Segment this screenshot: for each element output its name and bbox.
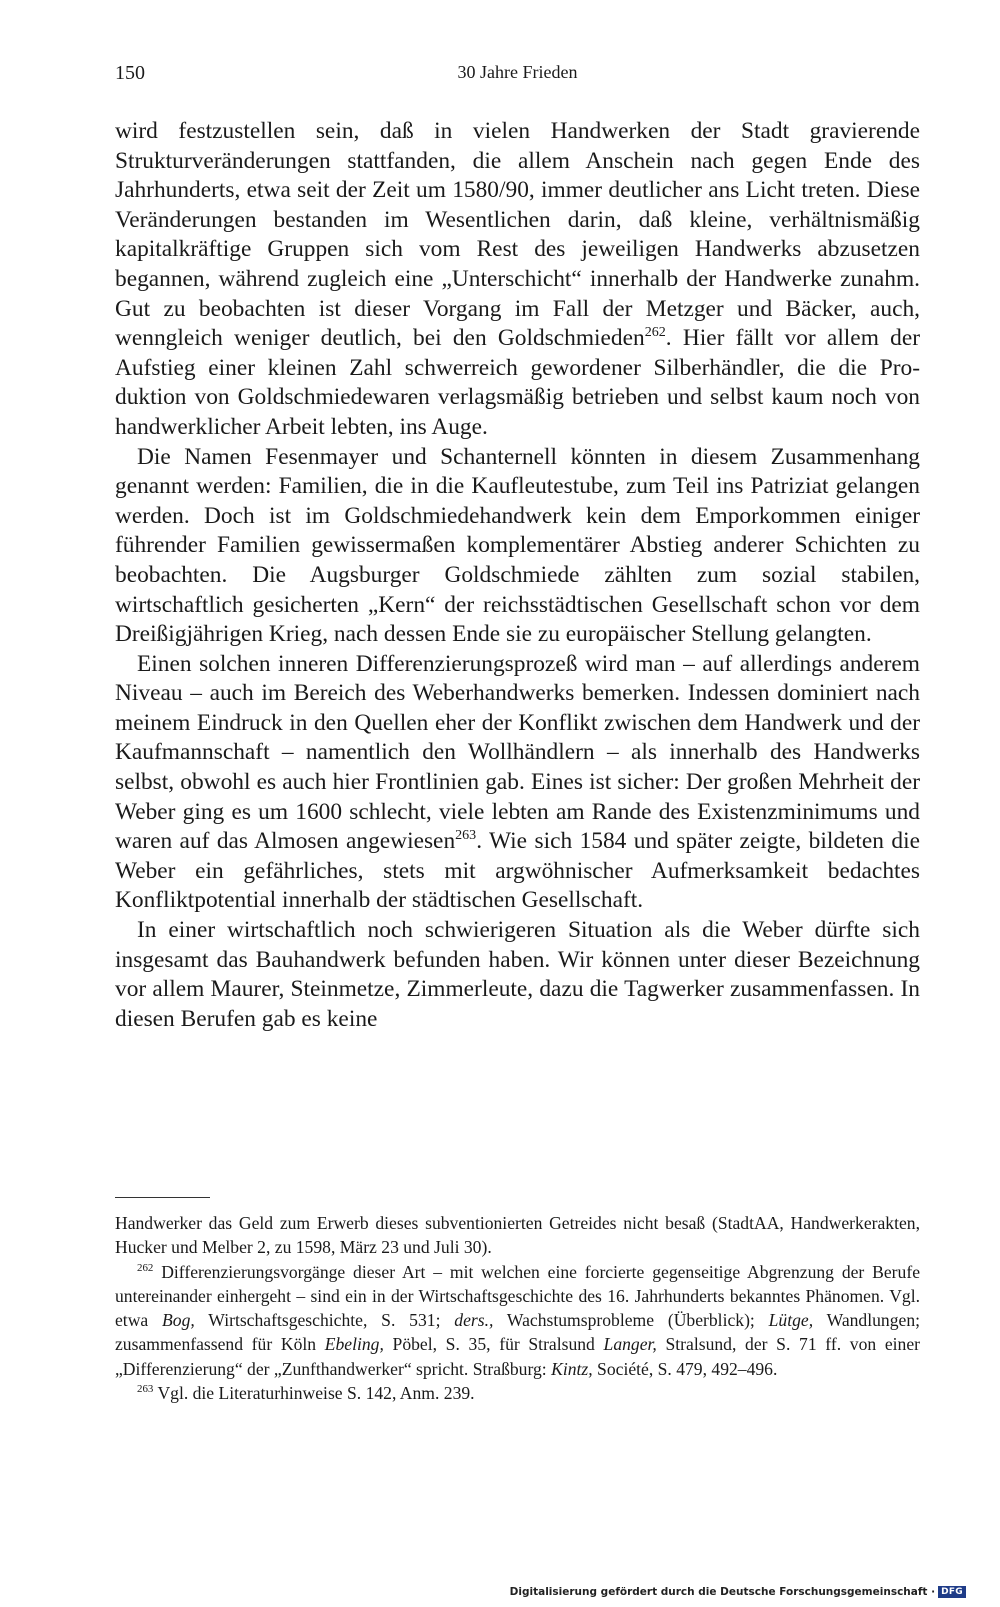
author-name: Lütge, (768, 1310, 814, 1331)
page-number: 150 (115, 62, 145, 84)
footnote-263 (115, 1381, 920, 1405)
footnote-number: 262 (137, 1261, 154, 1274)
paragraph-3-text-a: Einen solchen inneren Differenzierungsprozeß wird man – auf allerdings anderem Niveau – auch im Bereich des Weberhandwerks bemerken. Indessen dominiert nach meinem Eindruck in den Quellen eher der Konflikt zwischen dem Handwerk und der Kaufmannschaft – namentlich den Wollhändlern – als innerhalb des Handwerks selbst, obwohl es auch hier Frontlinien gab. Eines ist sicher: Der großen Mehrheit der Weber ging es um 1600 schlecht, viele lebten am Rande des Existenzminimums und waren auf das Almosen angewiesen (115, 650, 920, 855)
footnote-divider (115, 1197, 210, 1198)
paragraph-3-text-b: . Wie sich 1584 und später zeigte, bildeten die Weber ein gefährliches, stets mit argwöhnischer Aufmerksamkeit bedachtes Konfliktpotential innerhalb der städtischen Gesellschaft. (115, 828, 920, 914)
footnote-text: Wirtschaftsgeschichte, S. 531; (194, 1310, 455, 1331)
author-name: Ebeling, (324, 1334, 384, 1355)
paragraph-4: In einer wirtschaftlich noch schwierigeren Situation als die Weber dürfte sich insgesamt das Bauhandwerk befunden haben. Wir können unter dieser Bezeichnung vor allem Maurer, Steinmetze, Zimmerleute, dazu die Tagwerker zusammenfassen. In diesen Berufen gab es keine (115, 917, 920, 1032)
page-header (115, 62, 920, 92)
paragraph-2: Die Namen Fesenmayer und Schanternell könnten in diesem Zusammenhang genannt werden: Familien, die in die Kaufleutestube, zum Teil ins Patriziat gelangen werden. Doch ist im Goldschmiedehandwerk kein dem Emporkommen einiger führender Familien gewissermaßen komplementärer Abstieg anderer Schichten zu beobachten. Die Augsburger Goldschmiede zählten zum sozial stabilen, wirtschaftlich gesicherten „Kern“ der reichsstädtischen Gesellschaft schon vor dem Dreißigjährigen Krieg, nach dessen Ende sie zu europäischer Stellung gelangten. (115, 443, 920, 648)
author-name: Kintz, (551, 1358, 593, 1379)
paragraph-1 (115, 117, 920, 443)
footnote-text: Differenzierungsvorgänge dieser Art – mit welchen eine forcierte gegenseitige Abgrenzung der Berufe untereinander einhergeht – sind ein in der Wirtschaftsgeschichte des 16. Jahrhunderts bekanntes Phänomen. Vgl. etwa (115, 1261, 920, 1331)
footnote-262 (115, 1260, 920, 1381)
footnote-text: Wandlungen; zusammenfassend für Köln (115, 1310, 921, 1355)
author-name: ders., (454, 1310, 494, 1331)
footnote-ref-263: 263 (455, 827, 477, 844)
paragraph-3 (115, 650, 920, 916)
footnote-text: Société, S. 479, 492–496. (592, 1358, 778, 1379)
footnote-continued: Handwerker das Geld zum Erwerb dieses subventionierten Getreides nicht besaß (StadtAA, Handwerkerakten, Hucker und Melber 2, zu 1598, März 23 und Juli 30). (115, 1213, 920, 1258)
footnote-text: Vgl. die Literaturhinweise S. 142, Anm. 239. (153, 1383, 475, 1404)
paragraph-1-text-b: . Hier fällt vor allem der Aufstieg einer kleinen Zahl schwerreich gewordener Silberhändler, die die Produktion von Goldschmiedewaren verlagsmäßig betrieben und selbst kaum noch von handwerklicher Arbeit lebten, ins Auge. (115, 325, 920, 440)
author-name: Bog, (162, 1310, 195, 1331)
dfg-logo: DFG (938, 1586, 966, 1598)
footnote-text: Stralsund, der S. 71 ff. von einer „Differenzierung“ der „Zunfthandwerker“ spricht. Straßburg: (115, 1334, 921, 1379)
paragraph-1-text-a: wird festzustellen sein, daß in vielen Handwerken der Stadt gravierende Strukturveränderungen stattfanden, die allem Anschein nach gegen Ende des Jahrhunderts, etwa seit der Zeit um 1580/90, immer deutlicher ans Licht treten. Diese Veränderungen bestanden im Wesentlichen darin, daß kleine, verhältnismäßig kapitalkräftige Gruppen sich vom Rest des jeweiligen Handwerks abzusetzen begannen, während zugleich eine „Unterschicht“ innerhalb der Handwerke zunahm. Gut zu beobachten ist dieser Vorgang im Fall der Metzger und Bäcker, auch, wenngleich weniger deutlich, bei den Goldschmieden (115, 118, 920, 352)
footnote-text: Wachstumsprobleme (Überblick); (493, 1310, 769, 1331)
author-name: Langer, (603, 1334, 657, 1355)
footnote-text: Pöbel, S. 35, für Stralsund (383, 1334, 604, 1355)
main-text (115, 117, 920, 1034)
footnote-number: 263 (137, 1383, 154, 1396)
footnotes (115, 1211, 920, 1405)
footnote-ref-262: 262 (644, 324, 666, 341)
digitization-credit (510, 1586, 966, 1598)
credit-text: Digitalisierung gefördert durch die Deutsche Forschungsgemeinschaft · (509, 1586, 936, 1598)
running-title: 30 Jahre Frieden (457, 62, 578, 82)
